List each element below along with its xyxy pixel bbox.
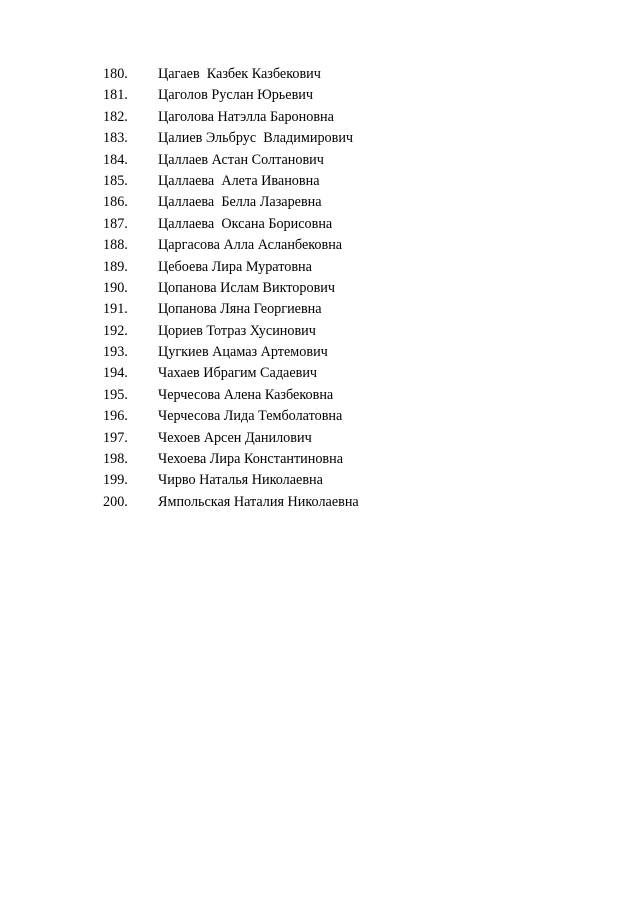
entry-name: Цаллаева Оксана Борисовна [158, 215, 333, 232]
entry-number: 182. [103, 108, 128, 125]
entry-name: Цагаев Казбек Казбекович [158, 66, 321, 82]
entry-name: Цаллаев Астан Солтанович [158, 151, 324, 168]
entry-name: Чехоев Арсен Данилович [158, 429, 312, 446]
entry-number: 193. [103, 344, 128, 361]
entry-name: Цопанова Ляна Георгиевна [158, 301, 322, 318]
entry-number: 199. [103, 472, 128, 489]
entry-number: 195. [103, 386, 128, 403]
entry-name: Цебоева Лира Муратовна [158, 258, 312, 275]
entry-name: Чехоева Лира Константиновна [158, 451, 344, 468]
entry-number: 198. [103, 451, 128, 468]
entry-name: Царгасова Алла Асланбековна [158, 237, 343, 254]
entry-name: Цаллаева Алета Ивановна [158, 172, 320, 189]
entry-number: 196. [103, 408, 128, 425]
entry-number: 188. [103, 237, 128, 254]
entry-name: Цалиев Эльбрус Владимирович [158, 130, 354, 147]
entry-number: 185. [103, 172, 128, 189]
entry-name: Цопанова Ислам Викторович [158, 279, 336, 296]
entry-name: Черчесова Алена Казбековна [158, 386, 334, 403]
entry-number: 191. [103, 301, 128, 318]
entry-number: 181. [103, 87, 128, 104]
entry-number: 192. [103, 322, 128, 339]
entry-number: 200. [103, 493, 128, 510]
entry-name: Чирво Наталья Николаевна [158, 472, 323, 489]
entry-number: 194. [103, 365, 128, 382]
entry-number: 186. [103, 194, 128, 211]
entry-number: 183. [103, 130, 128, 147]
entry-name: Цориев Тотраз Хусинович [158, 322, 316, 339]
entry-name: Цаголов Руслан Юрьевич [158, 87, 314, 104]
entry-number: 184. [103, 151, 128, 168]
entry-name: Ямпольская Наталия Николаевна [158, 493, 359, 510]
entry-name: Чахаев Ибрагим Садаевич [158, 365, 318, 382]
entry-number: 189. [103, 258, 128, 275]
entry-number: 190. [103, 279, 128, 296]
entry-number: 187. [103, 215, 128, 232]
entry-number: 180. [103, 66, 128, 82]
entry-name: Цаллаева Белла Лазаревна [158, 194, 322, 211]
entry-number: 197. [103, 429, 128, 446]
entry-name: Цугкиев Ацамаз Артемович [158, 344, 328, 361]
entry-name: Черчесова Лида Темболатовна [158, 408, 343, 425]
entry-name: Цаголова Натэлла Бароновна [158, 108, 334, 125]
